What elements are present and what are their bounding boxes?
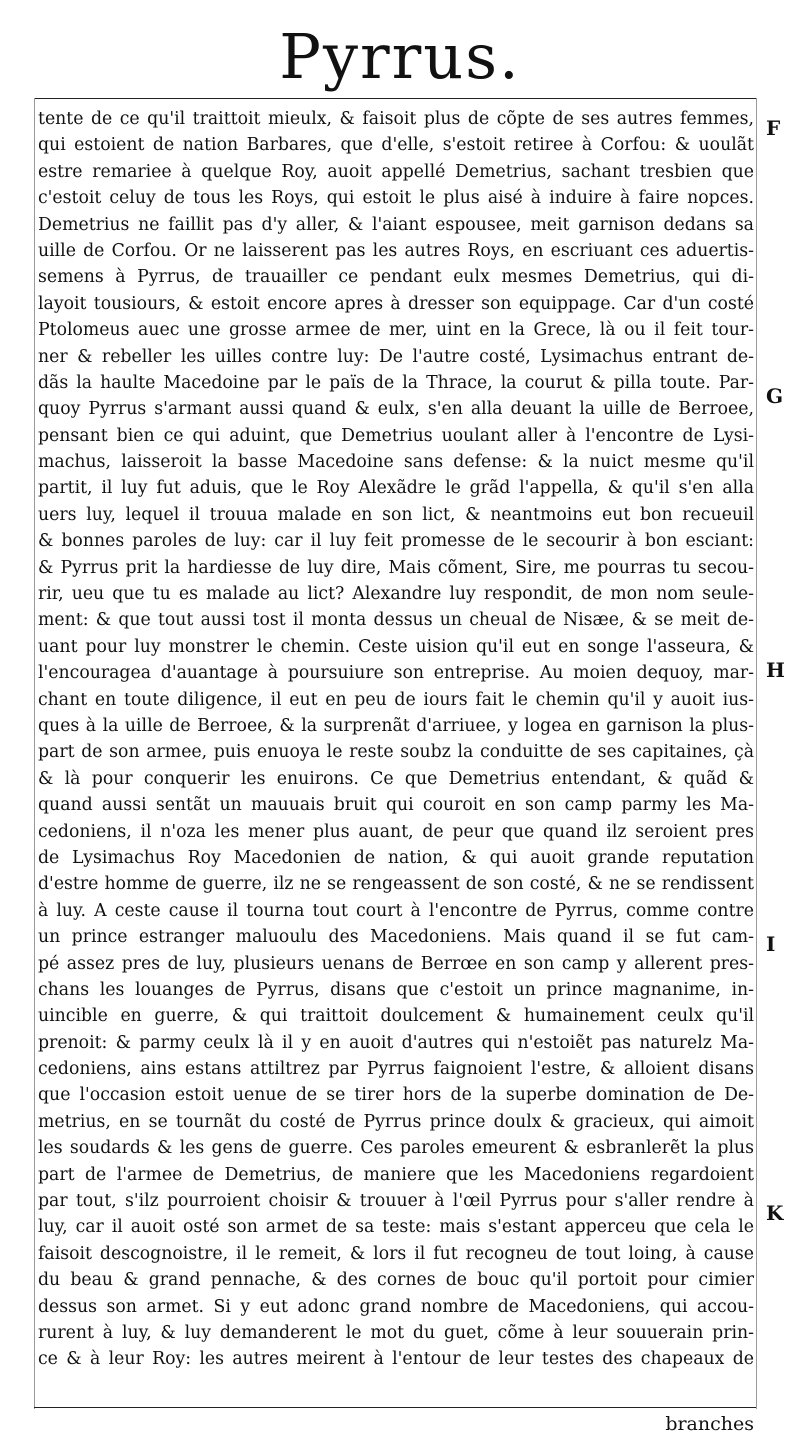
text-line: ce & à leur Roy: les autres meirent à l'entour de leur testes des chapeaux de	[38, 1349, 754, 1370]
text-line: dãs la haulte Macedoine par le païs de la Thrace, la courut & pilla toute. Par-	[38, 372, 754, 393]
text-line: uille de Corfou. Or ne laisserent pas les autres Roys, en escriuant ces aduertis-	[38, 240, 754, 261]
text-line: ment: & que tout aussi tost il monta dessus un cheual de Nisæe, & se meit de-	[38, 610, 754, 631]
text-line: les soudards & les gens de guerre. Ces paroles emeurent & esbranlerẽt la plus	[38, 1138, 754, 1159]
left-margin-line	[34, 98, 35, 1409]
text-line: Ptolomeus auec une grosse armee de mer, uint en la Grece, là ou il feit tour-	[38, 320, 754, 341]
text-line: du beau & grand pennache, & des cornes de bouc qu'il portoit pour cimier	[38, 1270, 754, 1291]
text-line: d'estre homme de guerre, ilz ne se rengeassent de son costé, & ne se rendissent	[38, 874, 754, 895]
text-line: uers luy, lequel il trouua malade en son lict, & neantmoins eut bon recueuil	[38, 504, 754, 525]
text-line: & Pyrrus prit la hardiesse de luy dire, Mais cõment, Sire, me pourras tu secou-	[38, 557, 754, 578]
text-line: rurent à luy, & luy demanderent le mot du guet, cõme à leur souuerain prin-	[38, 1322, 754, 1343]
top-rule	[34, 98, 756, 99]
text-line: uincible en guerre, & qui traittoit doulcement & humainement ceulx qu'il	[38, 1006, 754, 1027]
text-line: part de l'armee de Demetrius, de maniere que les Macedoniens regardoient	[38, 1164, 754, 1185]
text-line: layoit tousiours, & estoit encore apres à dresser son equippage. Car d'un costé	[38, 293, 754, 314]
text-line: quand aussi sentãt un mauuais bruit qui couroit en son camp parmy les Ma-	[38, 795, 754, 816]
text-line: metrius, en se tournãt du costé de Pyrrus prince doulx & gracieux, qui aimoit	[38, 1111, 754, 1132]
margin-letter-h: H	[766, 658, 785, 682]
text-line: cedoniens, ains estans attiltrez par Pyrrus faignoient l'estre, & alloient disans	[38, 1059, 754, 1080]
running-title: Pyrrus.	[279, 20, 521, 93]
catchword: branches	[665, 1413, 754, 1435]
text-line: qui estoient de nation Barbares, que d'elle, s'estoit retiree à Corfou: & uoulãt	[38, 135, 754, 156]
bottom-rule	[34, 1407, 756, 1408]
text-line: machus, laisseroit la basse Macedoine sans defense: & la nuict mesme qu'il	[38, 452, 754, 473]
margin-letter-g: G	[766, 384, 784, 408]
text-line: estre remariee à quelque Roy, auoit appellé Demetrius, sachant tresbien que	[38, 161, 754, 182]
text-line: ner & rebeller les uilles contre luy: De l'autre costé, Lysimachus entrant de-	[38, 346, 754, 367]
text-line: que l'occasion estoit uenue de se tirer hors de la superbe domination de De-	[38, 1085, 754, 1106]
text-line: pensant bien ce qui aduint, que Demetrius uoulant aller à l'encontre de Lysi-	[38, 425, 754, 446]
margin-letter-i: I	[766, 932, 776, 956]
margin-letter-f: F	[766, 116, 781, 140]
text-line: par tout, s'ilz pourroient choisir & trouuer à l'œil Pyrrus pour s'aller rendre à	[38, 1191, 754, 1212]
text-line: semens à Pyrrus, de trauailler ce pendant eulx mesmes Demetrius, qui di-	[38, 267, 754, 288]
text-line: luy, car il auoit osté son armet de sa teste: mais s'estant apperceu que cela le	[38, 1217, 754, 1238]
text-line: tente de ce qu'il traittoit mieulx, & faisoit plus de cõpte de ses autres femmes,	[38, 109, 754, 129]
text-line: rir, ueu que tu es malade au lict? Alexandre luy respondit, de mon nom seule-	[38, 584, 754, 605]
text-line: chans les louanges de Pyrrus, disans que c'estoit un prince magnanime, in-	[38, 979, 754, 1000]
text-line: partit, il luy fut aduis, que le Roy Alexãdre le grãd l'appella, & qu'il s'en alla	[38, 478, 754, 499]
body-text	[38, 106, 754, 1373]
text-line: de Lysimachus Roy Macedonien de nation, & qui auoit grande reputation	[38, 847, 754, 868]
text-line: faisoit descognoistre, il le remeit, & lors il fut recogneu de tout loing, à cause	[38, 1243, 754, 1264]
text-line: un prince estranger maluoulu des Macedoniens. Mais quand il se fut cam-	[38, 927, 754, 948]
text-line: part de son armee, puis enuoya le reste soubz la conduitte de ses capitaines, çà	[38, 742, 754, 763]
text-line: quoy Pyrrus s'armant aussi quand & eulx, s'en alla deuant la uille de Berroee,	[38, 399, 754, 420]
text-line: & là pour conquerir les enuirons. Ce que Demetrius entendant, & quãd &	[38, 768, 754, 789]
text-line: chant en toute diligence, il eut en peu de iours fait le chemin qu'il y auoit ius-	[38, 689, 754, 710]
text-line: c'estoit celuy de tous les Roys, qui estoit le plus aisé à induire à faire nopces.	[38, 188, 754, 209]
text-line: Demetrius ne faillit pas d'y aller, & l'aiant espousee, meit garnison dedans sa	[38, 214, 754, 235]
text-line: uant pour luy monstrer le chemin. Ceste uision qu'il eut en songe l'asseura, &	[38, 636, 754, 657]
text-line: l'encouragea d'auantage à poursuiure son entreprise. Au moien dequoy, mar-	[38, 663, 754, 684]
text-line: ques à la uille de Berroee, & la surprenãt d'arriuee, y logea en garnison la plus-	[38, 715, 754, 736]
text-line: cedoniens, il n'oza les mener plus auant, de peur que quand ilz seroient pres	[38, 821, 754, 842]
margin-letter-k: K	[766, 1201, 784, 1225]
text-line: & bonnes paroles de luy: car il luy feit promesse de le secourir à bon esciant:	[38, 531, 754, 552]
text-line: prenoit: & parmy ceulx là il y en auoit d'autres qui n'estoiẽt pas naturelz Ma-	[38, 1032, 754, 1053]
right-margin-line	[756, 98, 757, 1409]
text-line: à luy. A ceste cause il tourna tout court à l'encontre de Pyrrus, comme contre	[38, 900, 754, 921]
text-line: dessus son armet. Si y eut adonc grand nombre de Macedoniens, qui accou-	[38, 1296, 754, 1317]
text-line: pé assez pres de luy, plusieurs uenans de Berrœe en son camp y allerent pres-	[38, 953, 754, 974]
